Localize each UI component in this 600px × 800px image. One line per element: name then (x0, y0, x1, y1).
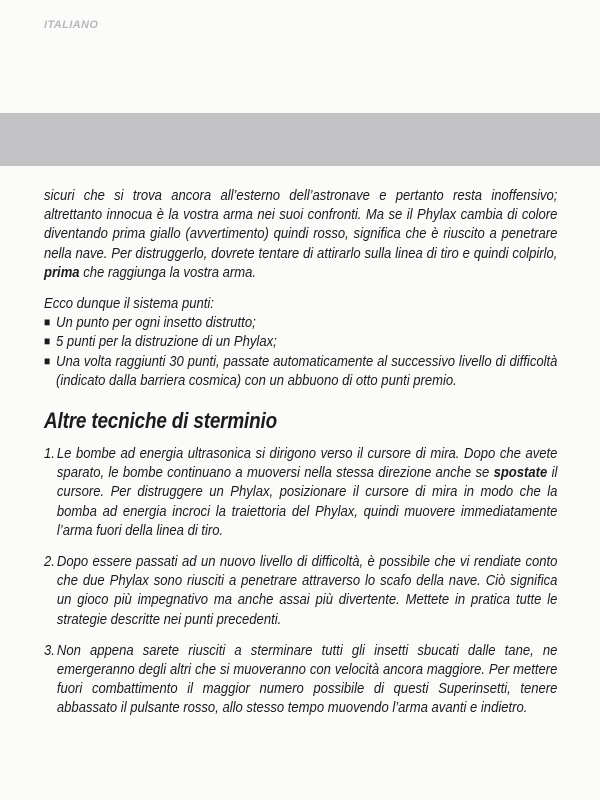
item-text-end: il cursore. Per distruggere un Phylax, posizionare il cursore di mira in modo che la bomba ad energia incroci la traiettoria del Phylax, quindi muovere immediatamente l’arma fuori della linea di tiro. (56, 464, 558, 539)
points-item-text: Un punto per ogni insetto distrutto; (56, 314, 256, 332)
points-intro: Ecco dunque il sistema punti: (44, 295, 214, 313)
numbered-item (44, 444, 557, 540)
item-text: Dopo essere passati ad un nuovo livello di difficoltà, è possibile che vi rendiate conto che due Phylax sono riusciti a penetrare attraverso lo scafo della nave. Ciò significa un gioco più impegnativo ma anche assai più divertente. Mettete in pratica tutte le strategie descritte nei punti precedenti. (56, 553, 558, 628)
item-number: 1. (44, 445, 55, 463)
item-number: 2. (44, 553, 55, 571)
intro-text-start: sicuri che si trova ancora all’esterno dell’astronave e pertanto resta inoffensivo; altrettanto innocua è la vostra arma nei suoi confronti. Ma se il Phylax cambia di colore diventando prima giallo (avvertimento) quindi rosso, significa che è riuscito a penetrare nella nave. Per distruggerlo, dovrete tentare di attirarlo sulla linea di tiro e quindi colpirlo, (44, 187, 558, 262)
language-header: ITALIANO (44, 19, 99, 31)
item-number: 3. (44, 641, 55, 659)
header-band (0, 113, 600, 166)
points-list-item (44, 352, 557, 390)
item-text (57, 444, 558, 540)
bullet-square-icon: ■ (44, 353, 51, 368)
intro-text-end: che raggiunga la vostra arma. (79, 263, 257, 281)
numbered-item (44, 641, 557, 718)
item-emphasis: spostate (493, 464, 548, 482)
bullet-square-icon: ■ (44, 315, 51, 330)
section-heading: Altre tecniche di sterminio (44, 408, 277, 434)
bullet-square-icon: ■ (44, 334, 51, 349)
points-item-text: 5 punti per la distruzione di un Phylax; (56, 333, 277, 351)
item-text: Non appena sarete riusciti a sterminare tutti gli insetti sbucati dalle tane, ne emergeranno degli altri che si muoveranno con velocità ancora maggiore. Per mettere fuori combattimento il maggior numero possibile di questi Superinsetti, tenere abbassato il pulsante rosso, allo stesso tempo muovendo l’arma avanti e indietro. (56, 641, 558, 717)
intro-paragraph (44, 186, 557, 282)
points-item-text: Una volta raggiunti 30 punti, passate automaticamente al successivo livello di difficoltà (indicato dalla barriera cosmica) con un abbuono di otto punti premio. (56, 352, 558, 389)
manual-page-body (44, 186, 557, 730)
points-list-item (44, 332, 557, 351)
numbered-item (44, 552, 557, 629)
item-text-start: Le bombe ad energia ultrasonica si dirigono verso il cursore di mira. Dopo che avete sparato, le bombe continuano a muoversi nella stessa direzione anche se (56, 445, 558, 482)
points-list-item (44, 313, 557, 332)
intro-emphasis: prima (44, 263, 80, 281)
